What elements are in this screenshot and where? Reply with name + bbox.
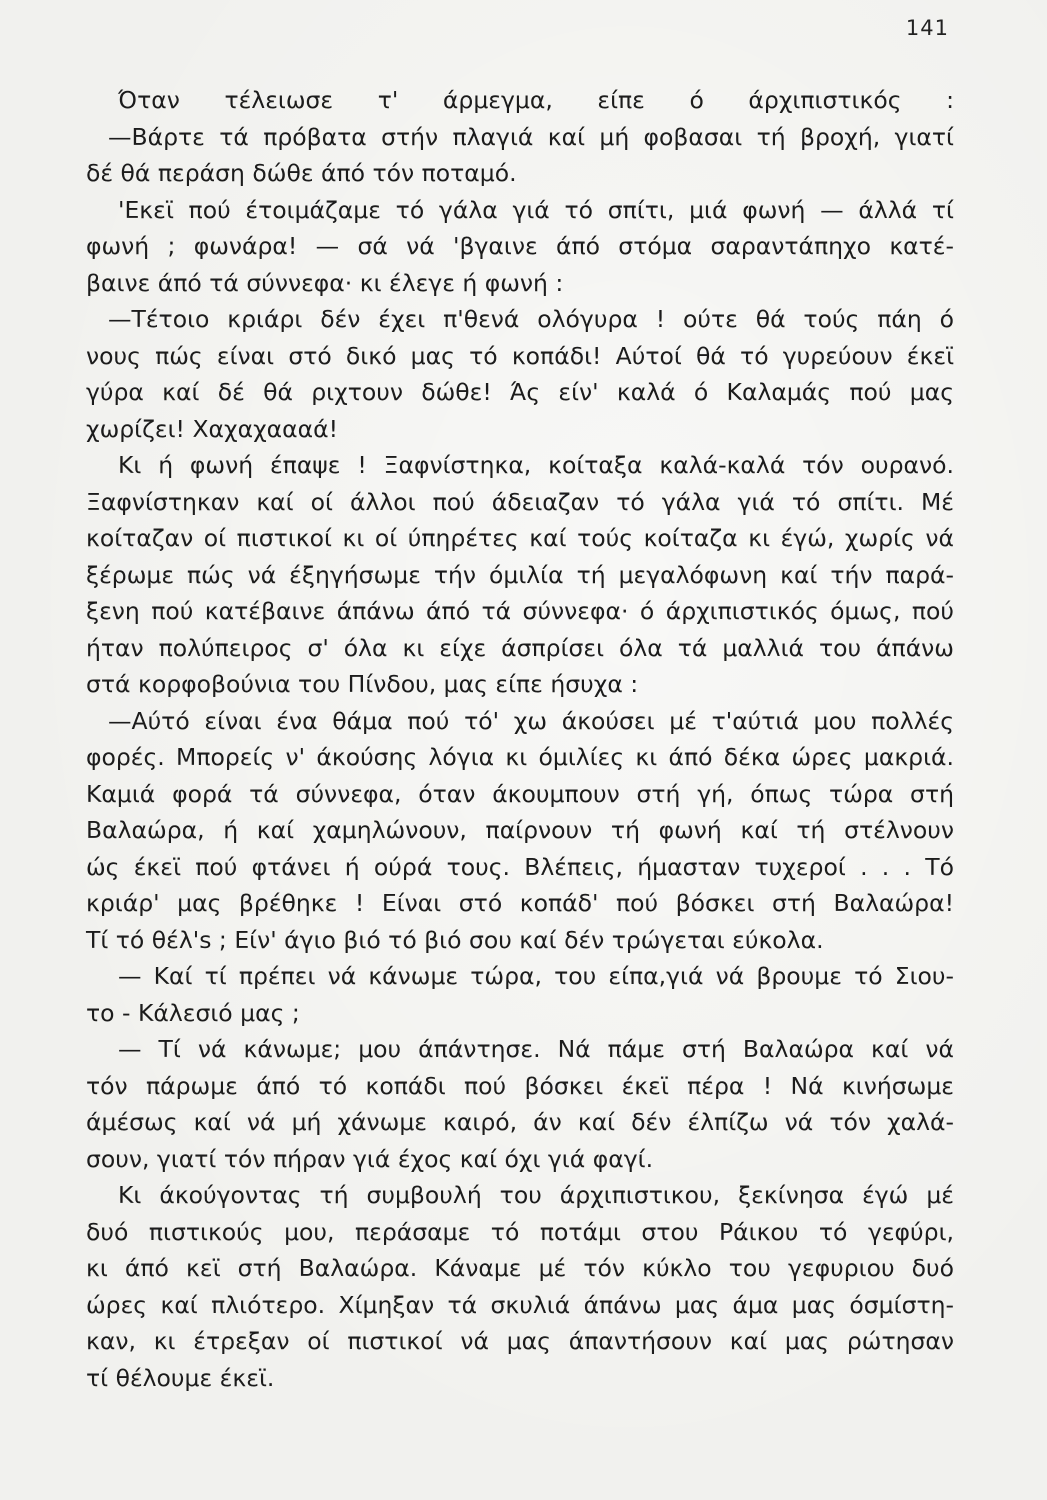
- text-line: Τί τό θέλ's ; Είν' άγιο βιό τό βιό σου καί δέν τρώγεται εύκολα.: [86, 925, 824, 954]
- text-line: δέ θά περάση δώθε άπό τόν ποταμό.: [86, 159, 517, 187]
- text-line: κριάρ' μας βρέθηκε ! Είναι στό κοπάδ' πού βόσκει στή Βαλαώρα!: [86, 889, 954, 917]
- text-line: φωνή ; φωνάρα! — σά νά 'βγαινε άπό στόμα σαραντάπηχο κατέ-: [86, 232, 954, 260]
- text-line: —Βάρτε τά πρόβατα στήν πλαγιά καί μή φοβασαι τή βροχή, γιατί: [108, 122, 954, 151]
- text-line: ξέρωμε πώς νά έξηγήσωμε τήν όμιλία τή μεγαλόφωνη καί τήν παρά-: [86, 560, 954, 589]
- text-line: χωρίζει! Χαχαχαααά!: [86, 414, 339, 443]
- text-line: σουν, γιατί τόν πήραν γιά έχος καί όχι γιά φαγί.: [86, 1144, 654, 1173]
- text-line: καν, κι έτρεξαν οί πιστικοί νά μας άπαντήσουν καί μας ρώτησαν: [86, 1327, 954, 1355]
- text-line: φορές. Μπορείς ν' άκούσης λόγια κι όμιλίες κι άπό δέκα ώρες μακριά.: [86, 743, 954, 771]
- text-line: νους πώς είναι στό δικό μας τό κοπάδι! Αύτοί θά τό γυρεύουν έκεϊ: [86, 341, 954, 370]
- body-text: [86, 82, 954, 1396]
- text-line: ώρες καί πλιότερο. Χίμηξαν τά σκυλιά άπάνω μας άμα μας όσμίστη-: [86, 1290, 954, 1319]
- text-line: — Τί νά κάνωμε; μου άπάντησε. Νά πάμε στή Βαλαώρα καί νά: [118, 1035, 954, 1063]
- text-line: τόν πάρωμε άπό τό κοπάδι πού βόσκει έκεϊ πέρα ! Νά κινήσωμε: [86, 1071, 954, 1100]
- text-line: ήταν πολύπειρος σ' όλα κι είχε άσπρίσει όλα τά μαλλιά του άπάνω: [86, 633, 954, 662]
- page-number: 141: [905, 16, 949, 40]
- text-line: Κι άκούγοντας τή συμβουλή του άρχιπιστικου, ξεκίνησα έγώ μέ: [118, 1181, 954, 1209]
- text-line: γύρα καί δέ θά ριχτουν δώθε! Άς είν' καλά ό Καλαμάς πού μας: [86, 378, 954, 406]
- text-line: Ξαφνίστηκαν καί οί άλλοι πού άδειαζαν τό γάλα γιά τό σπίτι. Μέ: [86, 487, 954, 516]
- text-line: Κι ή φωνή έπαψε ! Ξαφνίστηκα, κοίταξα καλά-καλά τόν ουρανό.: [118, 451, 954, 479]
- text-line: δυό πιστικούς μου, περάσαμε τό ποτάμι στου Ράικου τό γεφύρι,: [86, 1217, 954, 1246]
- text-line: —Τέτοιο κριάρι δέν έχει π'θενά ολόγυρα ! ούτε θά τούς πάη ό: [108, 305, 954, 333]
- text-line: — Καί τί πρέπει νά κάνωμε τώρα, του είπα,γιά νά βρουμε τό Σιου-: [118, 962, 954, 990]
- text-line: κοίταζαν οί πιστικοί κι οί ύπηρέτες καί τούς κοίταζα κι έγώ, χωρίς νά: [86, 524, 954, 552]
- text-line: —Αύτό είναι ένα θάμα πού τό' χω άκούσει μέ τ'αύτιά μου πολλές: [108, 706, 954, 735]
- text-line: Καμιά φορά τά σύννεφα, όταν άκουμπουν στή γή, όπως τώρα στή: [86, 779, 954, 808]
- text-line: τί θέλουμε έκεϊ.: [86, 1363, 275, 1392]
- text-line: βαινε άπό τά σύννεφα· κι έλεγε ή φωνή :: [86, 268, 564, 297]
- text-line: Όταν τέλειωσε τ' άρμεγμα, είπε ό άρχιπιστικός :: [118, 86, 954, 114]
- text-line: Βαλαώρα, ή καί χαμηλώνουν, παίρνουν τή φωνή καί τή στέλνουν: [86, 816, 954, 844]
- text-line: 'Εκεϊ πού έτοιμάζαμε τό γάλα γιά τό σπίτι, μιά φωνή — άλλά τί: [118, 195, 954, 224]
- text-line: ξενη πού κατέβαινε άπάνω άπό τά σύννεφα· ό άρχιπιστικός όμως, πού: [86, 597, 954, 625]
- text-line: το - Κάλεσιό μας ;: [86, 998, 300, 1027]
- text-line: άμέσως καί νά μή χάνωμε καιρό, άν καί δέν έλπίζω νά τόν χαλά-: [86, 1108, 954, 1136]
- text-line: στά κορφοβούνια του Πίνδου, μας είπε ήσυχα :: [86, 670, 639, 698]
- text-line: ώς έκεϊ πού φτάνει ή ούρά τους. Βλέπεις, ήμασταν τυχεροί . . . Τό: [86, 852, 954, 881]
- text-line: κι άπό κεϊ στή Βαλαώρα. Κάναμε μέ τόν κύκλο του γεφυριου δυό: [86, 1254, 954, 1282]
